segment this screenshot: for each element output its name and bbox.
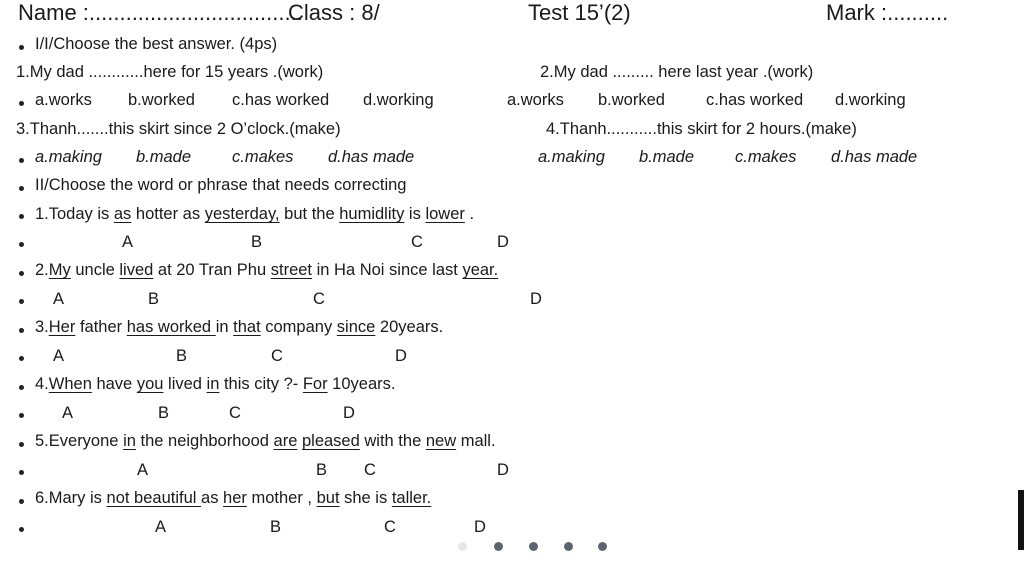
bullet [19,328,24,333]
edge-shadow [1018,490,1024,550]
mark-field: Mark :.......... [826,0,949,25]
question-4: 4.Thanh...........this skirt for 2 hours.(make) [546,120,857,138]
q1-option-c: c.has worked [232,91,330,109]
item-6-letter-a: A [155,518,167,536]
item-5-letter-a: A [137,461,149,479]
q3-option-d: d.has made [328,148,415,166]
q4-option-c: c.makes [735,148,797,166]
bullet [19,186,24,191]
item-3-letter-c: C [271,347,283,365]
item-1-letter-d: D [497,233,509,251]
q1-option-a: a.works [35,91,92,109]
item-3-letter-b: B [176,347,188,365]
test-title: Test 15’(2) [528,0,631,25]
item-3-letter-a: A [53,347,65,365]
item-5-letter-d: D [497,461,509,479]
item-1-letter-b: B [251,233,263,251]
item-1-sentence: 1.Today is as hotter as yesterday, but the humidlity is lower . [35,205,475,223]
item-6-letter-c: C [384,518,396,536]
name-field: Name :................................... [18,0,303,25]
question-2: 2.My dad ......... here last year .(work) [540,63,814,81]
bullet [19,271,24,276]
q4-option-a: a.making [538,148,605,166]
item-5-letter-b: B [316,461,328,479]
item-2-letter-c: C [313,290,325,308]
pagination-dot[interactable] [598,542,607,551]
bullet [19,385,24,390]
item-4-sentence: 4.When have you lived in this city ?- For 10years. [35,375,396,393]
item-1-letter-a: A [122,233,134,251]
q2-option-c: c.has worked [706,91,804,109]
bullet [19,356,24,361]
bullet [19,499,24,504]
item-3-letter-d: D [395,347,407,365]
item-6-letter-d: D [474,518,486,536]
pagination-dot[interactable] [494,542,503,551]
question-1: 1.My dad ............here for 15 years .(work) [16,63,324,81]
bullet [19,101,24,106]
q1-option-b: b.worked [128,91,195,109]
item-2-letter-d: D [530,290,542,308]
item-4-letter-a: A [62,404,74,422]
bullet [19,442,24,447]
q4-option-b: b.made [639,148,695,166]
q3-option-a: a.making [35,148,102,166]
question-3: 3.Thanh.......this skirt since 2 O’clock.(make) [16,120,341,138]
item-2-sentence: 2.My uncle lived at 20 Tran Phu street in Ha Noi since last year. [35,261,499,279]
item-4-letter-d: D [343,404,355,422]
item-4-letter-c: C [229,404,241,422]
bullet [19,158,24,163]
bullet [19,45,24,50]
q2-option-b: b.worked [598,91,665,109]
item-6-sentence: 6.Mary is not beautiful as her mother , but she is taller. [35,489,432,507]
bullet [19,299,24,304]
q4-option-d: d.has made [831,148,918,166]
bullet [19,470,24,475]
pagination-dot[interactable] [529,542,538,551]
bullet [19,242,24,247]
class-field: Class : 8/ [288,0,380,25]
item-2-letter-a: A [53,290,65,308]
bullet [19,413,24,418]
q1-option-d: d.working [363,91,434,109]
q2-option-a: a.works [507,91,564,109]
part1-title: I/I/Choose the best answer. (4ps) [35,35,278,53]
item-1-letter-c: C [411,233,423,251]
item-4-letter-b: B [158,404,170,422]
item-5-letter-c: C [364,461,376,479]
item-6-letter-b: B [270,518,282,536]
item-3-sentence: 3.Her father has worked in that company since 20years. [35,318,444,336]
item-5-sentence: 5.Everyone in the neighborhood are pleased with the new mall. [35,432,496,450]
q3-option-c: c.makes [232,148,294,166]
q3-option-b: b.made [136,148,192,166]
bullet [19,527,24,532]
part2-title: II/Choose the word or phrase that needs correcting [35,176,407,194]
pagination-dot[interactable] [458,542,467,551]
item-2-letter-b: B [148,290,160,308]
q2-option-d: d.working [835,91,906,109]
bullet [19,214,24,219]
pagination-dot[interactable] [564,542,573,551]
